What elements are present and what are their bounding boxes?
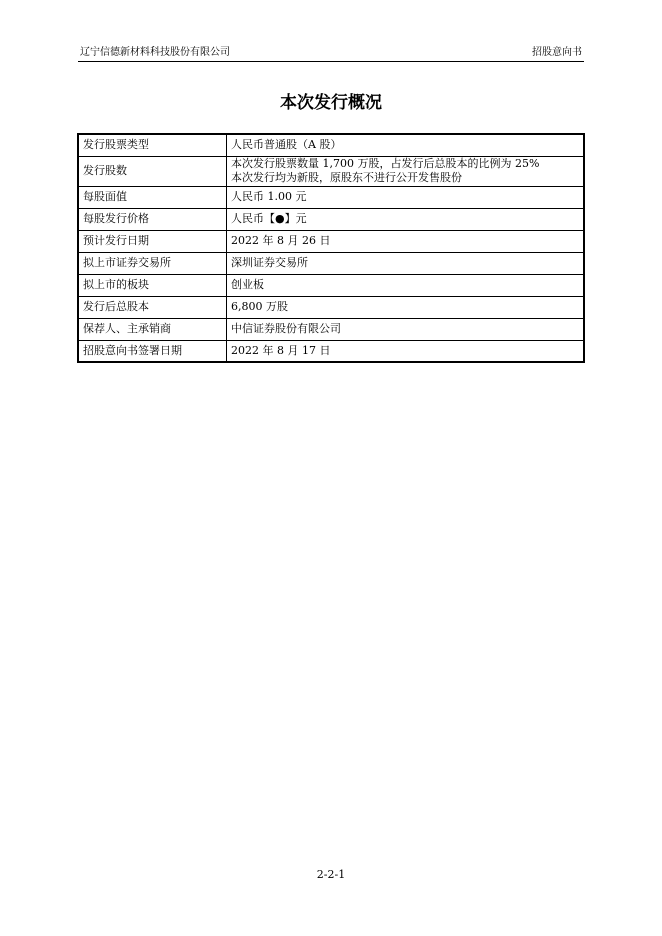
table-row — [78, 340, 584, 362]
row-value: 人民币 1.00 元 — [227, 186, 585, 208]
row-value: 中信证券股份有限公司 — [227, 318, 585, 340]
row-label: 发行股票类型 — [78, 134, 227, 156]
row-value — [227, 156, 585, 186]
header-company-name: 辽宁信德新材料科技股份有限公司 — [80, 47, 230, 58]
row-value: 创业板 — [227, 274, 585, 296]
row-label: 发行股数 — [78, 156, 227, 186]
row-label: 保荐人、主承销商 — [78, 318, 227, 340]
table-row — [78, 230, 584, 252]
row-value: 2022 年 8 月 17 日 — [227, 340, 585, 362]
table-row — [78, 274, 584, 296]
row-value: 深圳证券交易所 — [227, 252, 585, 274]
row-label: 每股面值 — [78, 186, 227, 208]
row-value: 人民币【●】元 — [227, 208, 585, 230]
table-row — [78, 318, 584, 340]
table-row — [78, 252, 584, 274]
row-value-line: 本次发行均为新股，原股东不进行公开发售股份 — [231, 171, 462, 184]
table-row — [78, 186, 584, 208]
row-label: 发行后总股本 — [78, 296, 227, 318]
row-label: 每股发行价格 — [78, 208, 227, 230]
table-row — [78, 134, 584, 156]
row-value: 人民币普通股（A 股） — [227, 134, 585, 156]
row-label: 拟上市证券交易所 — [78, 252, 227, 274]
row-value: 6,800 万股 — [227, 296, 585, 318]
page-title: 本次发行概况 — [280, 93, 382, 113]
table-row — [78, 156, 584, 186]
page-number: 2-2-1 — [316, 868, 346, 881]
table-row — [78, 296, 584, 318]
header-document-type: 招股意向书 — [532, 47, 582, 58]
offering-summary-table — [77, 133, 585, 363]
page-header — [78, 47, 584, 62]
row-value-line: 本次发行股票数量 1,700 万股，占发行后总股本的比例为 25% — [231, 157, 540, 170]
row-label: 预计发行日期 — [78, 230, 227, 252]
row-label: 拟上市的板块 — [78, 274, 227, 296]
table-row — [78, 208, 584, 230]
row-label: 招股意向书签署日期 — [78, 340, 227, 362]
row-value: 2022 年 8 月 26 日 — [227, 230, 585, 252]
